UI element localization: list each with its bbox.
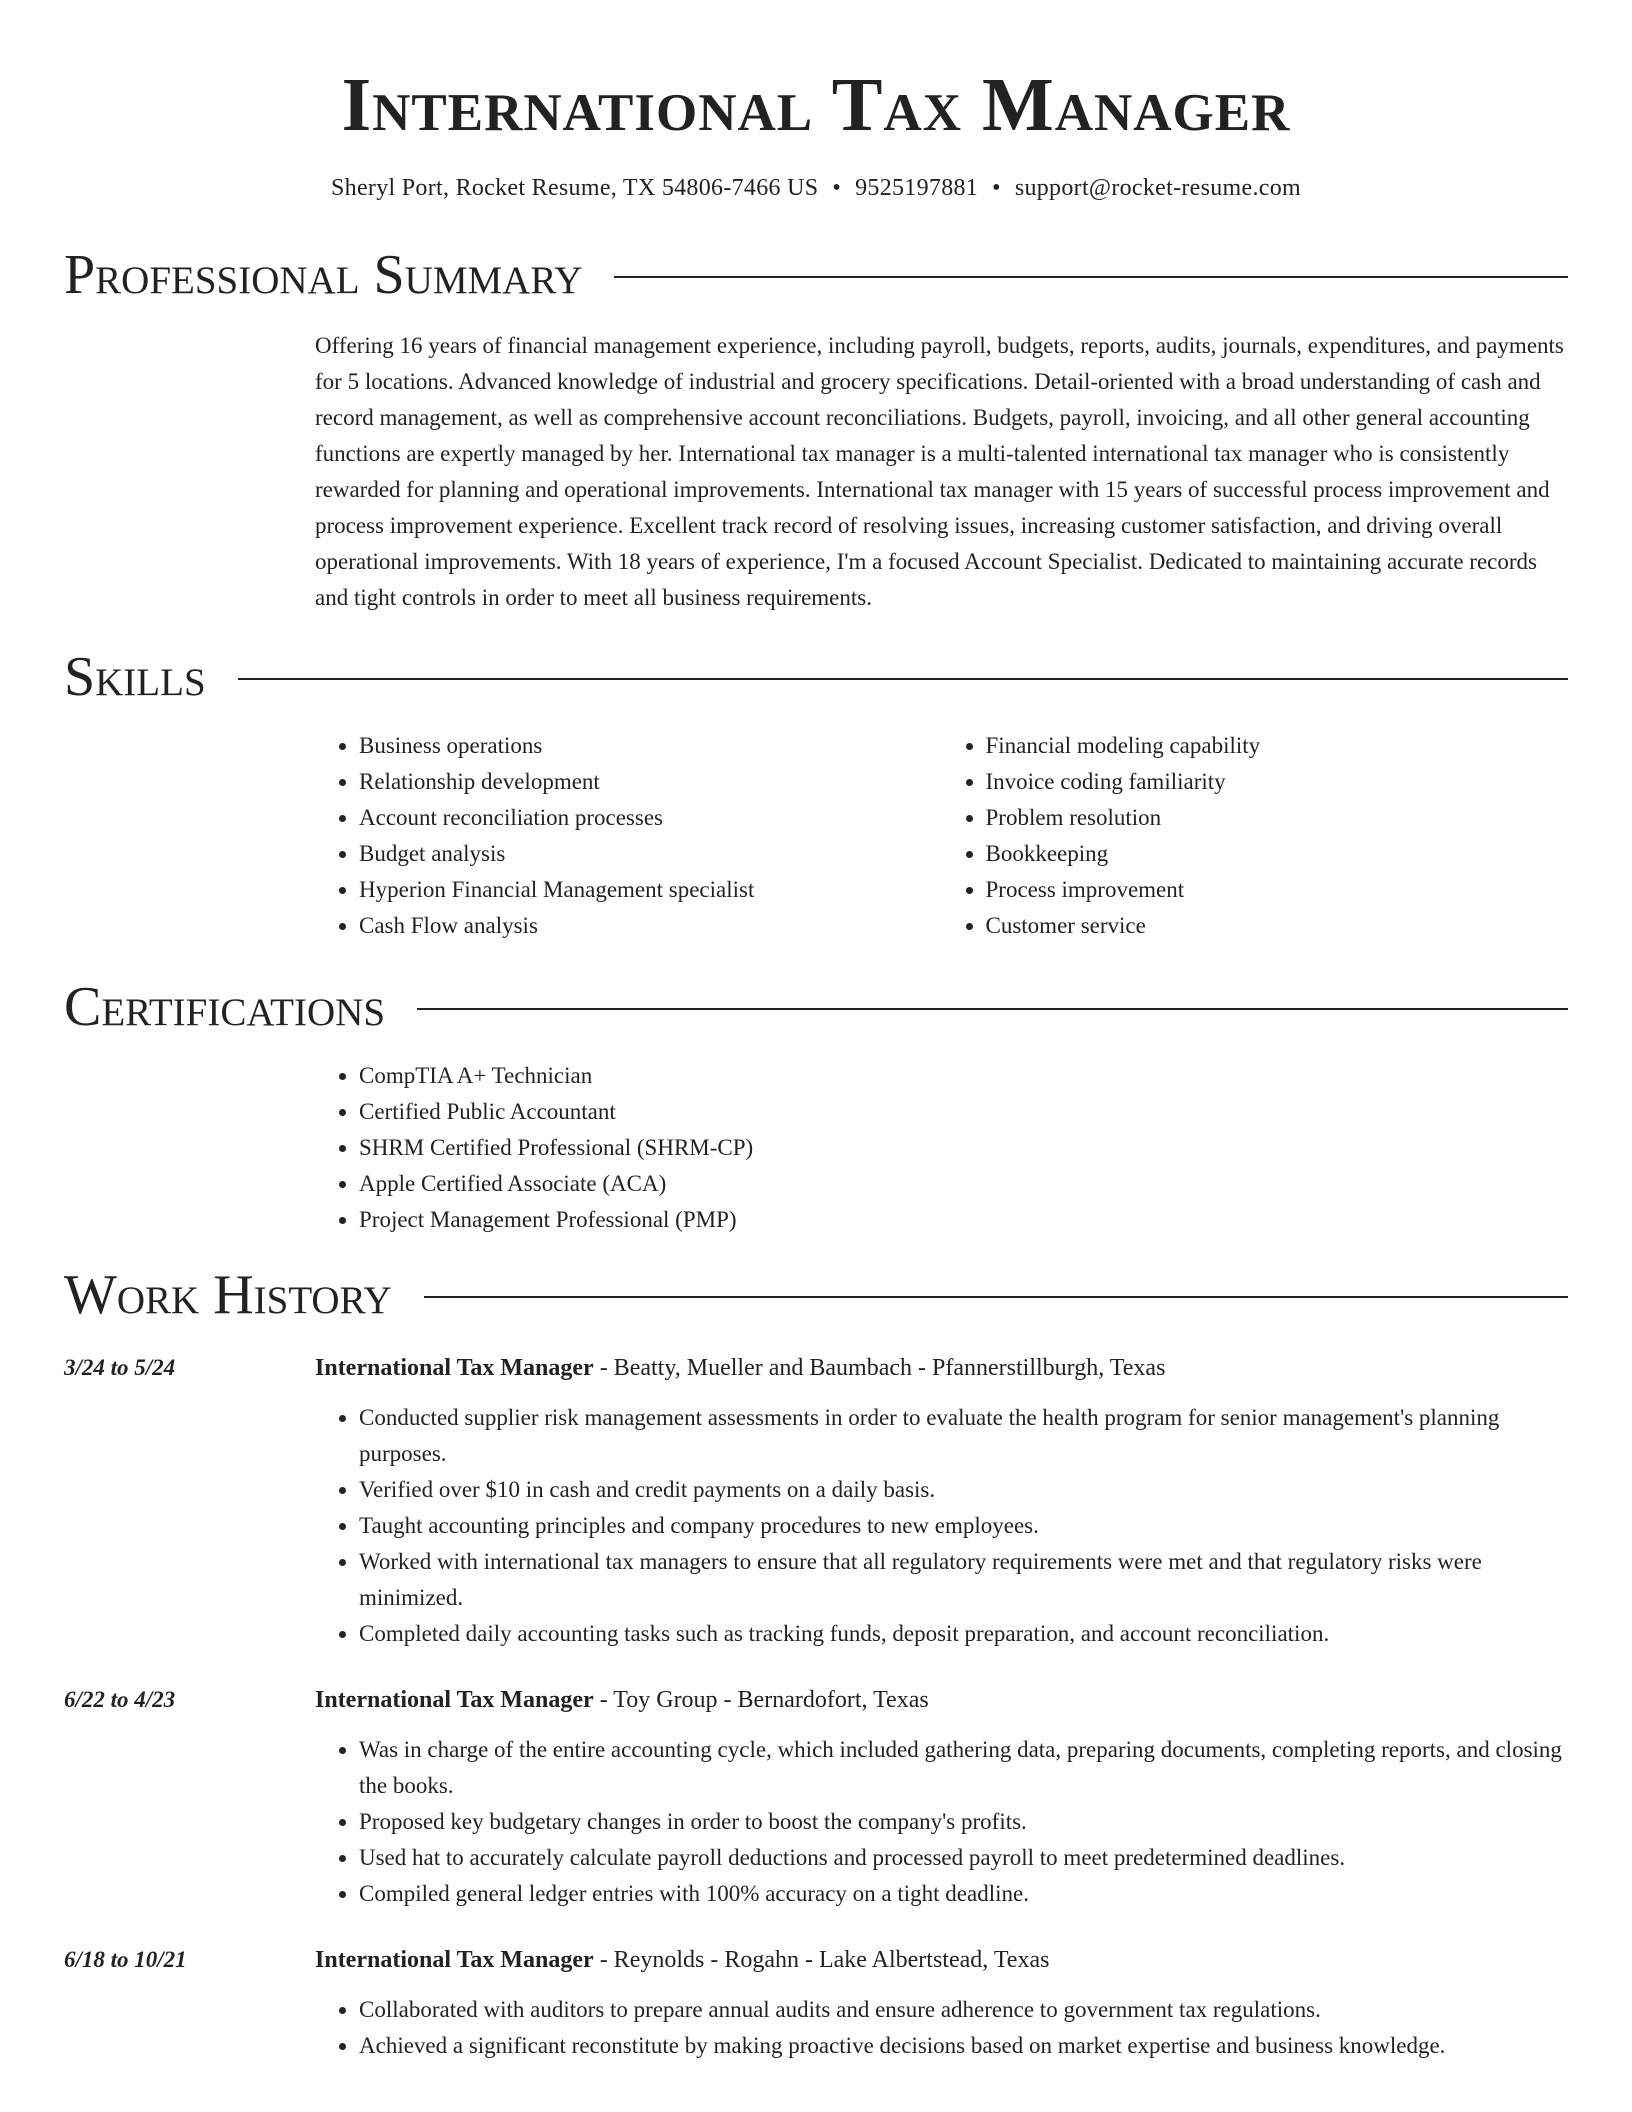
job-bullet: • Proposed key budgetary changes in order to boost the company's profits. xyxy=(359,1804,1568,1840)
section-header-work-history xyxy=(64,1262,1568,1328)
section-divider xyxy=(238,678,1568,680)
contact-separator: • xyxy=(992,175,1001,201)
job-dates: 6/18 to 10/21 xyxy=(64,1947,187,1972)
section-title-summary: Professional Summary xyxy=(64,244,583,306)
job-entry xyxy=(64,1350,1568,1652)
job-bullet: • Achieved a significant reconstitute by making proactive decisions based on market expertise and business knowledge. xyxy=(359,2028,1568,2064)
certification-item: • SHRM Certified Professional (SHRM-CP) xyxy=(359,1130,1568,1166)
job-entry xyxy=(64,1942,1568,2064)
section-title-skills: Skills xyxy=(64,646,206,708)
certification-item: • Apple Certified Associate (ACA) xyxy=(359,1166,1568,1202)
skill-item: • Cash Flow analysis xyxy=(359,908,942,944)
section-header-summary xyxy=(64,242,1568,308)
section-divider xyxy=(424,1296,1568,1298)
resume-page xyxy=(64,0,1568,2064)
section-title-work-history: Work History xyxy=(64,1264,392,1326)
skill-item: • Relationship development xyxy=(359,764,942,800)
job-bullet: • Was in charge of the entire accounting cycle, which included gathering data, preparing documents, completing reports, and closing the books. xyxy=(359,1732,1568,1804)
job-heading xyxy=(315,1942,1568,1978)
skill-item: • Problem resolution xyxy=(986,800,1569,836)
job-dates: 3/24 to 5/24 xyxy=(64,1355,176,1380)
skill-item: • Business operations xyxy=(359,728,942,764)
certifications-list xyxy=(315,1058,1568,1238)
job-title: International Tax Manager xyxy=(315,1355,594,1381)
section-divider xyxy=(614,276,1568,278)
skills-column-right xyxy=(942,728,1569,944)
section-title-certifications: Certifications xyxy=(64,976,386,1038)
section-header-skills xyxy=(64,644,1568,710)
job-bullets xyxy=(315,1992,1568,2064)
job-bullet: • Taught accounting principles and company procedures to new employees. xyxy=(359,1508,1568,1544)
job-employer-location: - Reynolds - Rogahn - Lake Albertstead, Texas xyxy=(593,1947,1050,1973)
contact-line xyxy=(64,172,1568,204)
contact-phone: 9525197881 xyxy=(855,175,979,201)
job-bullet: • Verified over $10 in cash and credit payments on a daily basis. xyxy=(359,1472,1568,1508)
job-entry xyxy=(64,1682,1568,1912)
job-bullet: • Completed daily accounting tasks such as tracking funds, deposit preparation, and account reconciliation. xyxy=(359,1616,1568,1652)
job-bullets xyxy=(315,1400,1568,1652)
job-bullet: • Compiled general ledger entries with 100% accuracy on a tight deadline. xyxy=(359,1876,1568,1912)
certification-item: • Certified Public Accountant xyxy=(359,1094,1568,1130)
summary-text: Offering 16 years of financial management experience, including payroll, budgets, reports, audits, journals, expenditures, and payments for 5 locations. Advanced knowledge of industrial and grocery specifications. Detail-oriented with a broad understanding of cash and record management, as well as comprehensive account reconciliations. Budgets, payroll, invoicing, and all other general accounting functions are expertly managed by her. International tax manager is a multi-talented international tax manager who is consistently rewarded for planning and operational improvements. International tax manager with 15 years of successful process improvement and process improvement experience. Excellent track record of resolving issues, increasing customer satisfaction, and driving overall operational improvements. With 18 years of experience, I'm a focused Account Specialist. Dedicated to maintaining accurate records and tight controls in order to meet all business requirements. xyxy=(315,333,1564,610)
skill-item: • Financial modeling capability xyxy=(986,728,1569,764)
section-divider xyxy=(417,1008,1568,1010)
contact-email: support@rocket-resume.com xyxy=(1014,175,1301,201)
job-employer-location: - Toy Group - Bernardofort, Texas xyxy=(593,1687,929,1713)
job-title: International Tax Manager xyxy=(315,1947,594,1973)
skill-item: • Bookkeeping xyxy=(986,836,1569,872)
skill-item: • Customer service xyxy=(986,908,1569,944)
skills-column-left xyxy=(315,728,942,944)
job-heading xyxy=(315,1350,1568,1386)
job-bullet: • Used hat to accurately calculate payroll deductions and processed payroll to meet predetermined deadlines. xyxy=(359,1840,1568,1876)
skills-list xyxy=(315,728,1568,944)
skill-item: • Budget analysis xyxy=(359,836,942,872)
section-header-certifications xyxy=(64,974,1568,1040)
resume-title: International Tax Manager xyxy=(341,63,1291,147)
job-title: International Tax Manager xyxy=(315,1687,594,1713)
job-bullet: • Conducted supplier risk management assessments in order to evaluate the health program for senior management's planning purposes. xyxy=(359,1400,1568,1472)
job-employer-location: - Beatty, Mueller and Baumbach - Pfannerstillburgh, Texas xyxy=(593,1355,1166,1381)
skill-item: • Invoice coding familiarity xyxy=(986,764,1569,800)
contact-separator: • xyxy=(832,175,842,201)
skill-item: • Hyperion Financial Management specialist xyxy=(359,872,942,908)
skill-item: • Account reconciliation processes xyxy=(359,800,942,836)
job-heading xyxy=(315,1682,1568,1718)
job-bullets xyxy=(315,1732,1568,1912)
certification-item: • CompTIA A+ Technician xyxy=(359,1058,1568,1094)
job-bullet: • Collaborated with auditors to prepare annual audits and ensure adherence to government tax regulations. xyxy=(359,1992,1568,2028)
skill-item: • Process improvement xyxy=(986,872,1569,908)
certification-item: • Project Management Professional (PMP) xyxy=(359,1202,1568,1238)
job-dates: 6/22 to 4/23 xyxy=(64,1687,176,1712)
job-bullet: • Worked with international tax managers to ensure that all regulatory requirements were met and that regulatory risks were minimized. xyxy=(359,1544,1568,1616)
contact-address: Sheryl Port, Rocket Resume, TX 54806-7466 US xyxy=(331,175,819,201)
